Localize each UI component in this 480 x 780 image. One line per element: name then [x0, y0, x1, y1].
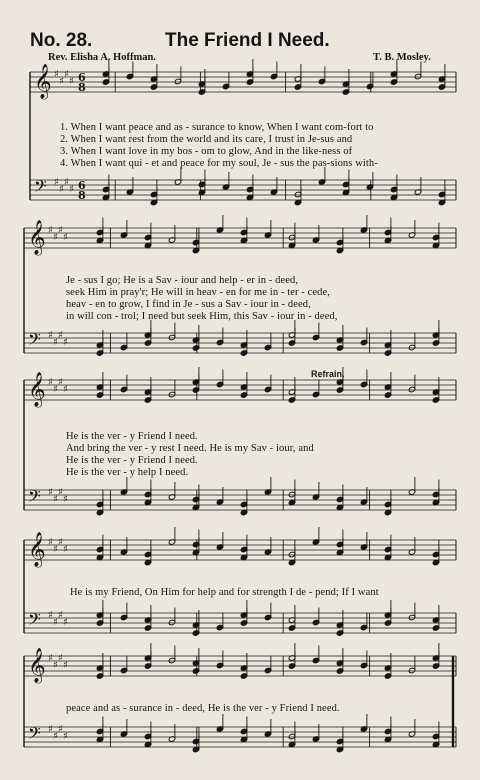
- key-sharp: ♯: [63, 384, 68, 395]
- hymn-number: No. 28.: [30, 30, 93, 51]
- treble-clef: 𝄞: [28, 220, 46, 255]
- verse-line: heav - en to grow, I find in Je - sus a Sav - iour in - deed,: [66, 299, 311, 310]
- time-signature: 8: [78, 189, 86, 202]
- key-sharp: ♯: [48, 377, 53, 388]
- treble-clef: 𝄞: [28, 648, 46, 683]
- key-sharp: ♯: [53, 494, 58, 505]
- verse-line: in will con - trol; I need but seek Him, this Sav - iour in - deed,: [66, 311, 338, 322]
- key-sharp: ♯: [64, 69, 69, 80]
- key-sharp: ♯: [69, 76, 74, 87]
- key-sharp: ♯: [64, 177, 69, 188]
- key-sharp: ♯: [48, 724, 53, 735]
- key-sharp: ♯: [48, 653, 53, 664]
- key-sharp: ♯: [58, 724, 63, 735]
- key-sharp: ♯: [53, 337, 58, 348]
- key-sharp: ♯: [63, 337, 68, 348]
- time-signature: 6: [78, 179, 86, 192]
- key-sharp: ♯: [63, 660, 68, 671]
- hymn-title: The Friend I Need.: [165, 30, 330, 51]
- key-sharp: ♯: [59, 184, 64, 195]
- verse-line: And bring the ver - y rest I need. He is my Sav - iour, and: [66, 443, 314, 454]
- key-sharp: ♯: [53, 731, 58, 742]
- bass-clef: 𝄢: [28, 723, 41, 747]
- treble-clef: 𝄞: [28, 372, 46, 407]
- key-sharp: ♯: [54, 177, 59, 188]
- key-sharp: ♯: [48, 610, 53, 621]
- verse-line: He is the ver - y help I need.: [66, 467, 189, 478]
- verse-line: Je - sus I go; He is a Sav - iour and help - er in - deed,: [66, 275, 299, 286]
- key-sharp: ♯: [48, 225, 53, 236]
- treble-clef: 𝄞: [34, 64, 52, 99]
- key-sharp: ♯: [69, 184, 74, 195]
- key-sharp: ♯: [48, 330, 53, 341]
- key-sharp: ♯: [58, 653, 63, 664]
- key-sharp: ♯: [63, 232, 68, 243]
- key-sharp: ♯: [63, 494, 68, 505]
- key-sharp: ♯: [58, 610, 63, 621]
- key-sharp: ♯: [58, 377, 63, 388]
- key-sharp: ♯: [63, 617, 68, 628]
- key-sharp: ♯: [58, 537, 63, 548]
- bass-clef: 𝄢: [34, 176, 47, 200]
- key-sharp: ♯: [59, 76, 64, 87]
- key-sharp: ♯: [53, 617, 58, 628]
- key-sharp: ♯: [58, 225, 63, 236]
- composer-credit: T. B. Mosley.: [373, 52, 431, 63]
- bass-clef: 𝄢: [28, 609, 41, 633]
- key-sharp: ♯: [63, 544, 68, 555]
- key-sharp: ♯: [53, 544, 58, 555]
- key-sharp: ♯: [63, 731, 68, 742]
- key-sharp: ♯: [58, 330, 63, 341]
- key-sharp: ♯: [48, 537, 53, 548]
- key-sharp: ♯: [53, 660, 58, 671]
- author-credit: Rev. Elisha A. Hoffman.: [48, 52, 156, 63]
- verse-line: 4. When I want qui - et and peace for my soul, Je - sus the pas-sions with-: [60, 158, 378, 169]
- key-sharp: ♯: [48, 487, 53, 498]
- chorus-line: He is my Friend, On Him for help and for strength I de - pend; If I want: [70, 587, 379, 598]
- time-signature: 8: [78, 81, 86, 94]
- key-sharp: ♯: [58, 487, 63, 498]
- verse-line: 3. When I want love in my bos - om to glow, And in the like-ness of: [60, 146, 353, 157]
- key-sharp: ♯: [54, 69, 59, 80]
- verse-line: He is the ver - y Friend I need.: [66, 431, 198, 442]
- verse-line: 2. When I want rest from the world and its care, I trust in Je-sus and: [60, 134, 353, 145]
- verse-line: seek Him in pray'r; He will in heav - en for me in - ter - cede,: [66, 287, 330, 298]
- chorus-line: peace and as - surance in - deed, He is the ver - y Friend I need.: [66, 703, 340, 714]
- key-sharp: ♯: [53, 384, 58, 395]
- key-sharp: ♯: [53, 232, 58, 243]
- bass-clef: 𝄢: [28, 486, 41, 510]
- verse-line: He is the ver - y Friend I need.: [66, 455, 198, 466]
- bass-clef: 𝄢: [28, 329, 41, 353]
- time-signature: 6: [78, 71, 86, 84]
- verse-line: 1. When I want peace and as - surance to know, When I want com-fort to: [60, 122, 374, 133]
- treble-clef: 𝄞: [28, 532, 46, 567]
- refrain-label: Refrain.: [311, 369, 345, 379]
